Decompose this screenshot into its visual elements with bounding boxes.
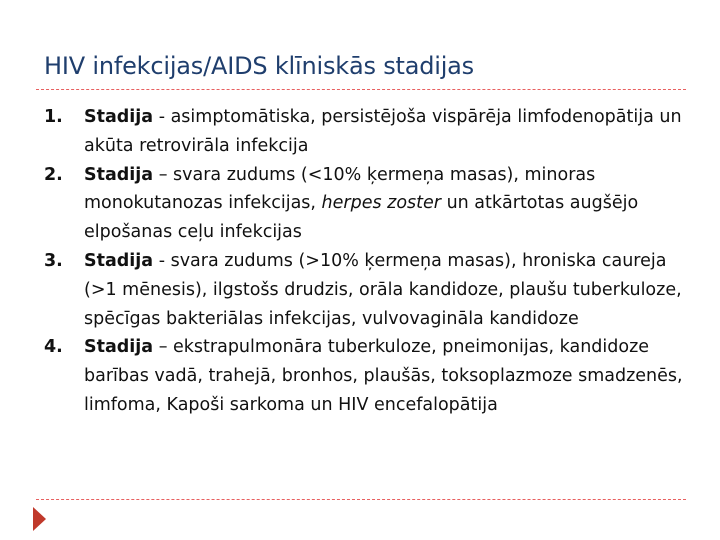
stage-list: [44, 103, 684, 420]
stage-number: 3.: [44, 250, 63, 271]
stage-item-3: [44, 247, 684, 333]
stage-description: svara zudums (>10% ķermeņa masas), hroniska caureja (>1 mēnesis), ilgstošs drudzis, orāla kandidoze, plaušu tuberkuloze, spēcīgas bakteriālas infekcijas, vulvovagināla kandidoze: [84, 250, 682, 329]
slide-title: HIV infekcijas/AIDS klīniskās stadijas: [44, 52, 474, 80]
stage-item-4: [44, 333, 684, 419]
title-divider: [36, 89, 686, 90]
stage-label: Stadija: [84, 164, 154, 185]
stage-description-continued: un atkārtotas augšējo elpošanas ceļu infekcijas: [84, 193, 639, 243]
stage-italic-term: herpes zoster: [321, 193, 441, 214]
stage-label: Stadija: [84, 250, 154, 271]
triangle-right-icon: [33, 507, 46, 531]
stage-item-2: [44, 161, 684, 247]
stage-label: Stadija: [84, 107, 154, 127]
stage-description: ekstrapulmonāra tuberkuloze, pneimonijas, kandidoze barības vadā, trahejā, bronhos, plaušās, toksoplazmoze smadzenēs, limfoma, Kapoši sarkoma un HIV encefalopātija: [84, 337, 683, 415]
stage-separator: –: [153, 337, 174, 358]
footer-divider: [36, 499, 686, 500]
stage-separator: -: [153, 250, 171, 271]
stage-number: 1.: [44, 107, 63, 127]
stage-separator: –: [153, 164, 174, 185]
stage-description: asimptomātiska, persistējoša vispārēja limfodenopātija un akūta retrovirāla infekcija: [84, 107, 682, 156]
stage-separator: -: [153, 107, 171, 127]
stage-item-1: [44, 103, 684, 161]
stage-number: 4.: [44, 337, 63, 358]
stage-number: 2.: [44, 164, 63, 185]
stage-label: Stadija: [84, 337, 154, 358]
stage-description: svara zudums (<10% ķermeņa masas), minoras monokutanozas infekcijas,: [84, 164, 596, 214]
